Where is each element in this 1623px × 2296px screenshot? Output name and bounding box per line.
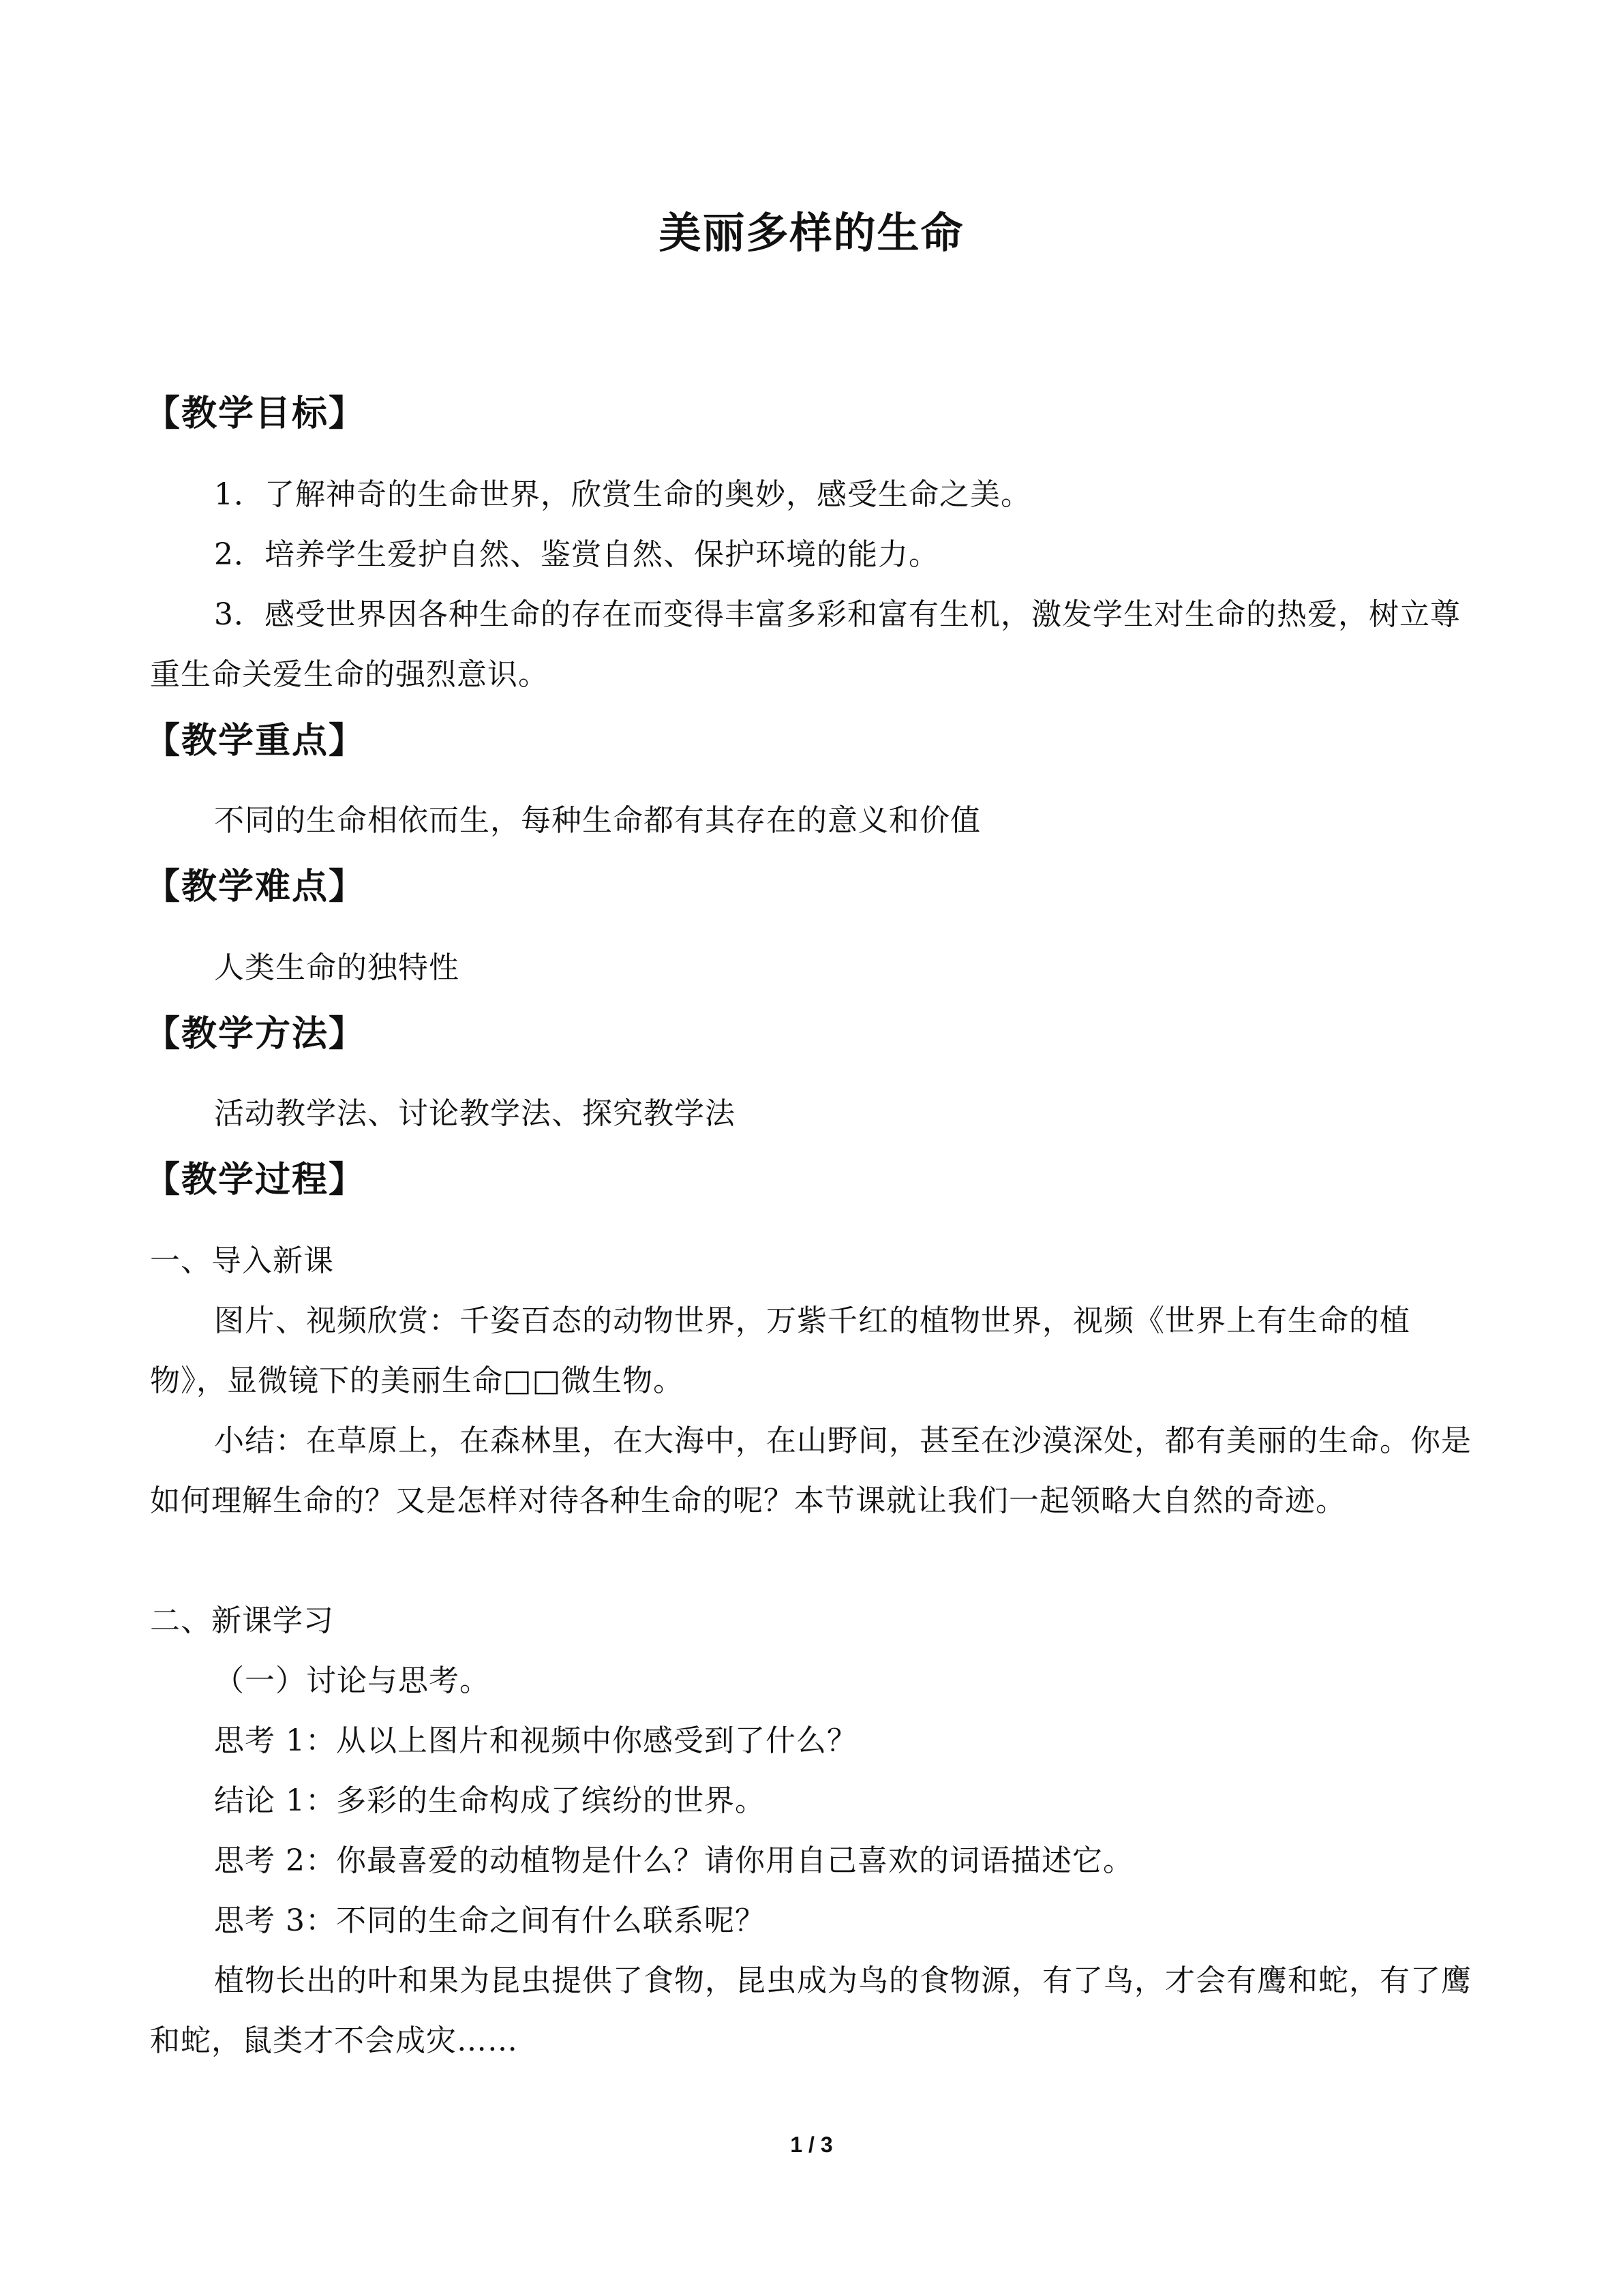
- question-1: 思考 1：从以上图片和视频中你感受到了什么？: [214, 1723, 858, 1758]
- process-part1-title: 一、导入新课: [150, 1243, 334, 1278]
- section-heading-goals: 【教学目标】: [145, 393, 366, 434]
- section-heading-key: 【教学重点】: [145, 721, 366, 761]
- question-3: 思考 3：不同的生命之间有什么联系呢？: [214, 1903, 765, 1938]
- process-part1-paragraph-2: 小结：在草原上，在森林里，在大海中，在山野间，甚至在沙漠深处，都有美丽的生命。你是如何理解生命的？又是怎样对待各种生命的呢？本节课就让我们一起领略大自然的奇迹。: [150, 1423, 1472, 1518]
- key-point-text: 不同的生命相依而生，每种生命都有其存在的意义和价值: [214, 803, 981, 838]
- section-heading-method: 【教学方法】: [145, 1014, 366, 1055]
- conclusion-1: 结论 1：多彩的生命构成了缤纷的世界。: [214, 1783, 765, 1818]
- goal-item-2: 2．培养学生爱护自然、鉴赏自然、保护环境的能力。: [214, 537, 939, 572]
- goal-item-1: 1．了解神奇的生命世界，欣赏生命的奥妙，感受生命之美。: [214, 477, 1031, 512]
- food-chain-paragraph: 植物长出的叶和果为昆虫提供了食物，昆虫成为鸟的食物源，有了鸟，才会有鹰和蛇，有了鹰和蛇，鼠类才不会成灾……: [150, 1963, 1472, 2058]
- method-text: 活动教学法、讨论教学法、探究教学法: [214, 1096, 735, 1131]
- goal-item-3: 3．感受世界因各种生命的存在而变得丰富多彩和富有生机，激发学生对生命的热爱，树立尊重生命关爱生命的强烈意识。: [150, 597, 1461, 692]
- section-heading-process: 【教学过程】: [145, 1160, 366, 1200]
- page-title: 美丽多样的生命: [658, 208, 965, 258]
- process-part2-title: 二、新课学习: [150, 1603, 334, 1638]
- process-part1-paragraph-1: 图片、视频欣赏：千姿百态的动物世界，万紫千红的植物世界，视频《世界上有生命的植物》，显微镜下的美丽生命□□微生物。: [150, 1303, 1410, 1398]
- difficulty-text: 人类生命的独特性: [214, 950, 459, 985]
- question-2: 思考 2：你最喜爱的动植物是什么？请你用自己喜欢的词语描述它。: [214, 1843, 1134, 1878]
- section-heading-difficulty: 【教学难点】: [145, 866, 366, 907]
- process-subsection-1: （一）讨论与思考。: [214, 1663, 490, 1698]
- page-number: 1 / 3: [790, 2132, 833, 2157]
